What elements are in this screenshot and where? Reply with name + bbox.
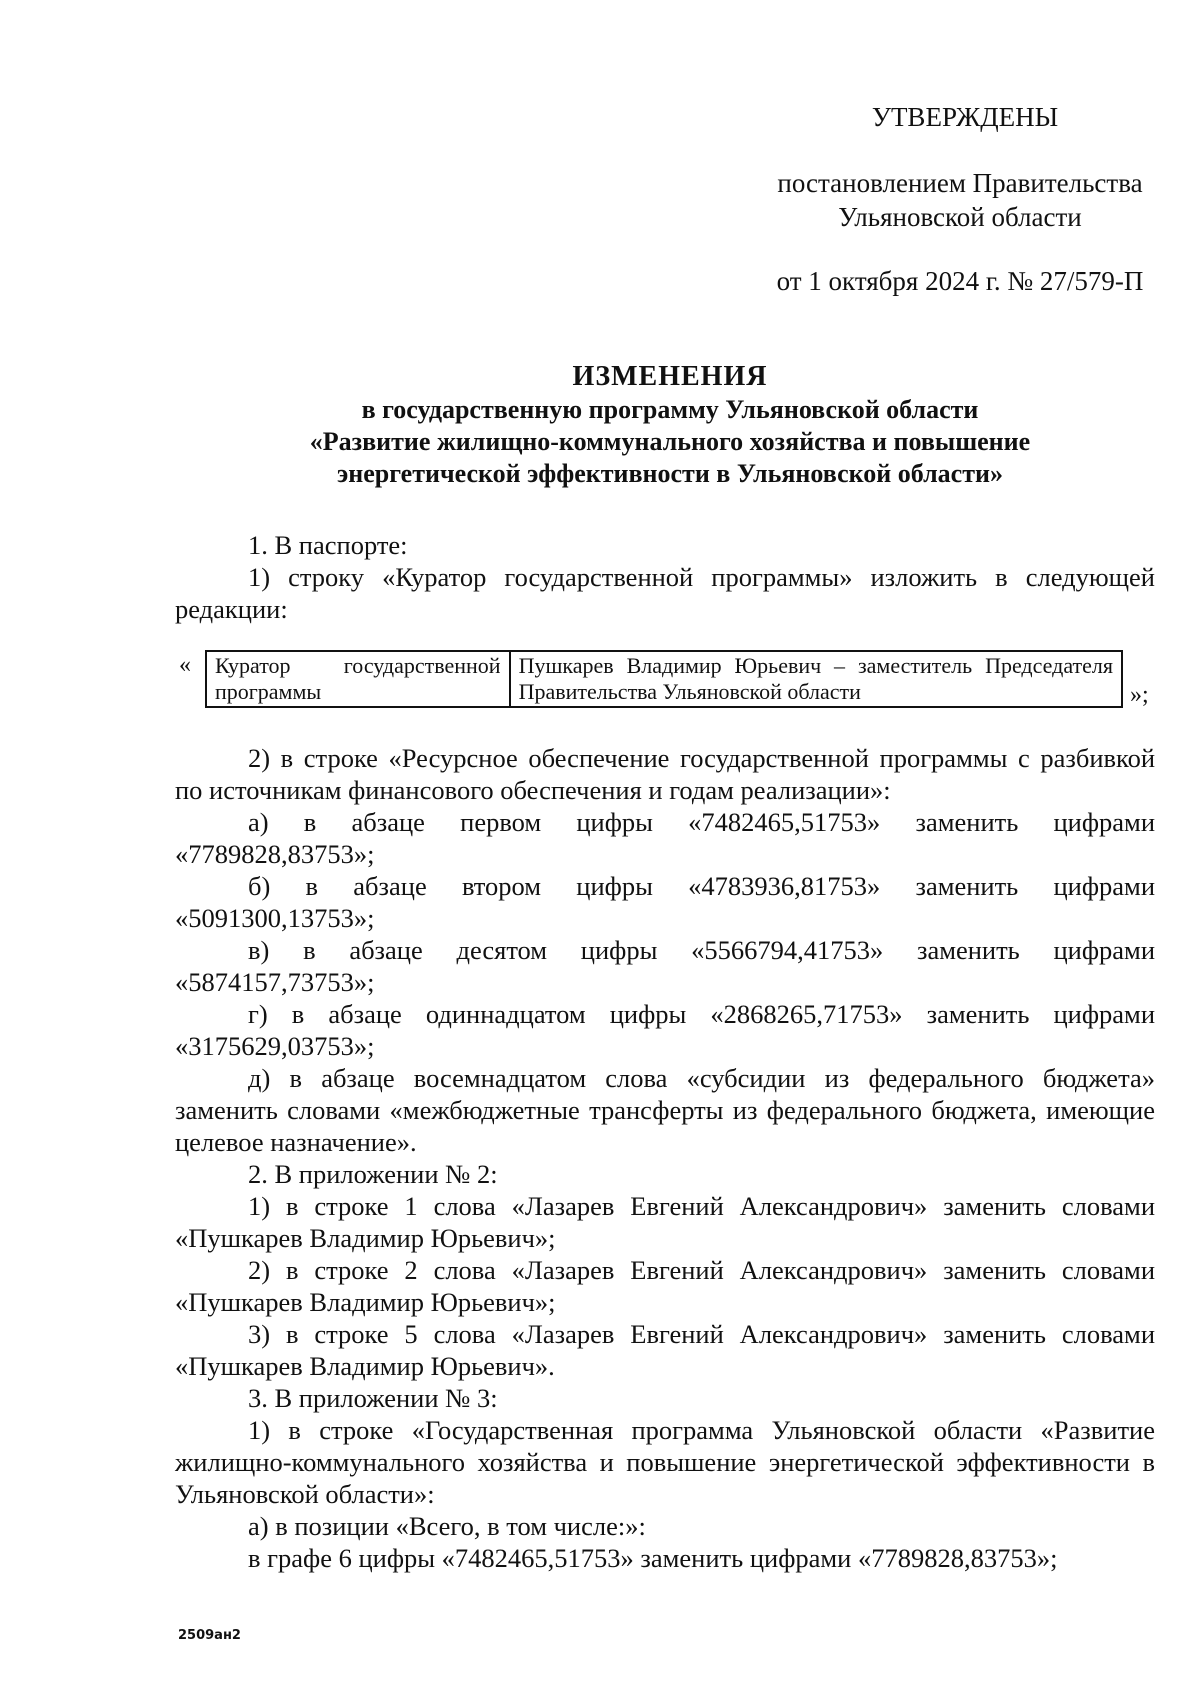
section-2-item-2: 2) в строке 2 слова «Лазарев Евгений Александрович» заменить словами «Пушкарев Владимир Юрьевич»; [175, 1255, 1155, 1317]
approval-authority [760, 166, 1160, 234]
approval-date: от 1 октября 2024 г. № 27/579-П [776, 266, 1144, 296]
section-1-item-2c: в) в абзаце десятом цифры «5566794,41753» заменить цифрами «5874157,73753»; [175, 935, 1155, 997]
section-3-item-1a: а) в позиции «Всего, в том числе:»: [248, 1511, 646, 1541]
subtitle-line-2: «Развитие жилищно-коммунального хозяйства и повышение [309, 427, 1031, 456]
table-row [206, 651, 1122, 707]
document-code: 2509ан2 [178, 1628, 241, 1643]
section-1-item-2d: г) в абзаце одиннадцатом цифры «2868265,71753» заменить цифрами «3175629,03753»; [175, 999, 1155, 1061]
section-3-item-1a-column-6: в графе 6 цифры «7482465,51753» заменить цифрами «7789828,83753»; [248, 1543, 1058, 1573]
section-2-item-1: 1) в строке 1 слова «Лазарев Евгений Александрович» заменить словами «Пушкарев Владимир Юрьевич»; [175, 1191, 1155, 1253]
curator-value-cell: Пушкарев Владимир Юрьевич – заместитель Председателя Правительства Ульяновской области [510, 651, 1122, 707]
table-quote-open: « [179, 652, 191, 678]
subtitle-line-1: в государственную программу Ульяновской области [361, 395, 979, 424]
section-1-item-1: 1) строку «Куратор государственной программы» изложить в следующей редакции: [175, 562, 1155, 624]
section-1-item-2: 2) в строке «Ресурсное обеспечение государственной программы с разбивкой по источникам финансового обеспечения и годам реализации»: [175, 743, 1155, 805]
section-1-item-2b: б) в абзаце втором цифры «4783936,81753» заменить цифрами «5091300,13753»; [175, 871, 1155, 933]
approval-line-1: постановлением Правительства [777, 168, 1143, 198]
section-2-item-3: 3) в строке 5 слова «Лазарев Евгений Александрович» заменить словами «Пушкарев Владимир Юрьевич». [175, 1319, 1155, 1381]
document-title: ИЗМЕНЕНИЯ [572, 361, 768, 392]
main-body [175, 742, 1155, 1574]
table-quote-close: »; [1130, 682, 1149, 708]
section-1-intro [175, 529, 1155, 625]
subtitle-line-3: энергетической эффективности в Ульяновской области» [337, 459, 1003, 488]
section-1-title: 1. В паспорте: [248, 530, 408, 560]
section-3-item-1: 1) в строке «Государственная программа Ульяновской области «Развитие жилищно-коммунального хозяйства и повышение энергетической эффективности в Ульяновской области»: [175, 1415, 1155, 1509]
curator-table [205, 650, 1123, 708]
document-subtitle [220, 394, 1120, 490]
section-2-title: 2. В приложении № 2: [248, 1159, 498, 1189]
curator-label-cell: Куратор государственной программы [206, 651, 510, 707]
section-1-item-2e: д) в абзаце восемнадцатом слова «субсидии из федерального бюджета» заменить словами «межбюджетные трансферты из федерального бюджета, имеющие целевое назначение». [175, 1063, 1155, 1157]
approval-line-2: Ульяновской области [838, 202, 1082, 232]
curator-table-block [175, 650, 1160, 708]
section-1-item-2a: а) в абзаце первом цифры «7482465,51753» заменить цифрами «7789828,83753»; [175, 807, 1155, 869]
section-3-title: 3. В приложении № 3: [248, 1383, 498, 1413]
approval-title: УТВЕРЖДЕНЫ [871, 102, 1059, 132]
